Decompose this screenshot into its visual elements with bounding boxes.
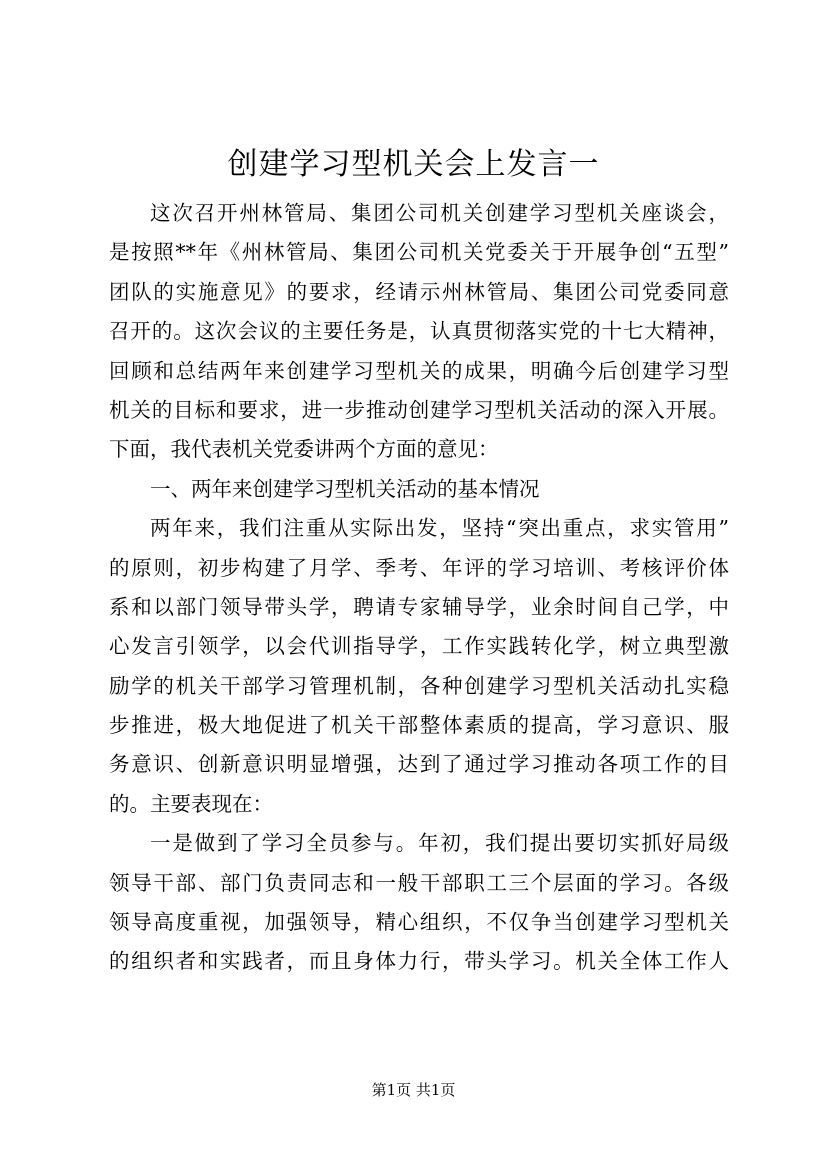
page-number-footer: 第1页 共1页 xyxy=(371,1081,456,1099)
paragraph-line: 系和以部门领导带头学，聘请专家辅导学，业余时间自己学，中 xyxy=(109,594,729,619)
paragraph-line: 机关的目标和要求，进一步推动创建学习型机关活动的深入开展。 xyxy=(109,397,729,422)
paragraph-line: 的。主要表现在： xyxy=(109,791,273,816)
paragraph-line: 回顾和总结两年来创建学习型机关的成果，明确今后创建学习型 xyxy=(109,358,729,383)
paragraph-line: 团队的实施意见》的要求，经请示州林管局、集团公司党委同意 xyxy=(109,279,729,304)
paragraph-line: 的原则，初步构建了月学、季考、年评的学习培训、考核评价体 xyxy=(109,555,729,580)
paragraph-line: 励学的机关干部学习管理机制，各种创建学习型机关活动扎实稳 xyxy=(109,673,729,698)
paragraph-line: 的组织者和实践者，而且身体力行，带头学习。机关全体工作人 xyxy=(109,949,729,974)
paragraph-line: 下面，我代表机关党委讲两个方面的意见： xyxy=(109,437,499,462)
paragraph-line: 召开的。这次会议的主要任务是，认真贯彻落实党的十七大精神， xyxy=(109,319,729,344)
paragraph-line: 两年来，我们注重从实际出发，坚持“突出重点，求实管用” xyxy=(150,516,729,541)
paragraph-line: 步推进，极大地促进了机关干部整体素质的提高，学习意识、服 xyxy=(109,713,729,738)
paragraph-line: 心发言引领学，以会代训指导学，工作实践转化学，树立典型激 xyxy=(109,634,729,659)
paragraph-line: 务意识、创新意识明显增强，达到了通过学习推动各项工作的目 xyxy=(109,752,729,777)
paragraph-line: 是按照**年《州林管局、集团公司机关党委关于开展争创“五型” xyxy=(109,240,729,265)
paragraph-line: 一是做到了学习全员参与。年初，我们提出要切实抓好局级 xyxy=(150,831,729,856)
paragraph-line: 这次召开州林管局、集团公司机关创建学习型机关座谈会， xyxy=(150,201,729,225)
document-title: 创建学习型机关会上发言一 xyxy=(227,147,600,182)
document-body xyxy=(109,194,729,982)
paragraph-line: 领导干部、部门负责同志和一般干部职工三个层面的学习。各级 xyxy=(109,870,729,895)
paragraph-line: 领导高度重视，加强领导，精心组织，不仅争当创建学习型机关 xyxy=(109,910,729,935)
section-heading: 一、两年来创建学习型机关活动的基本情况 xyxy=(150,476,540,501)
